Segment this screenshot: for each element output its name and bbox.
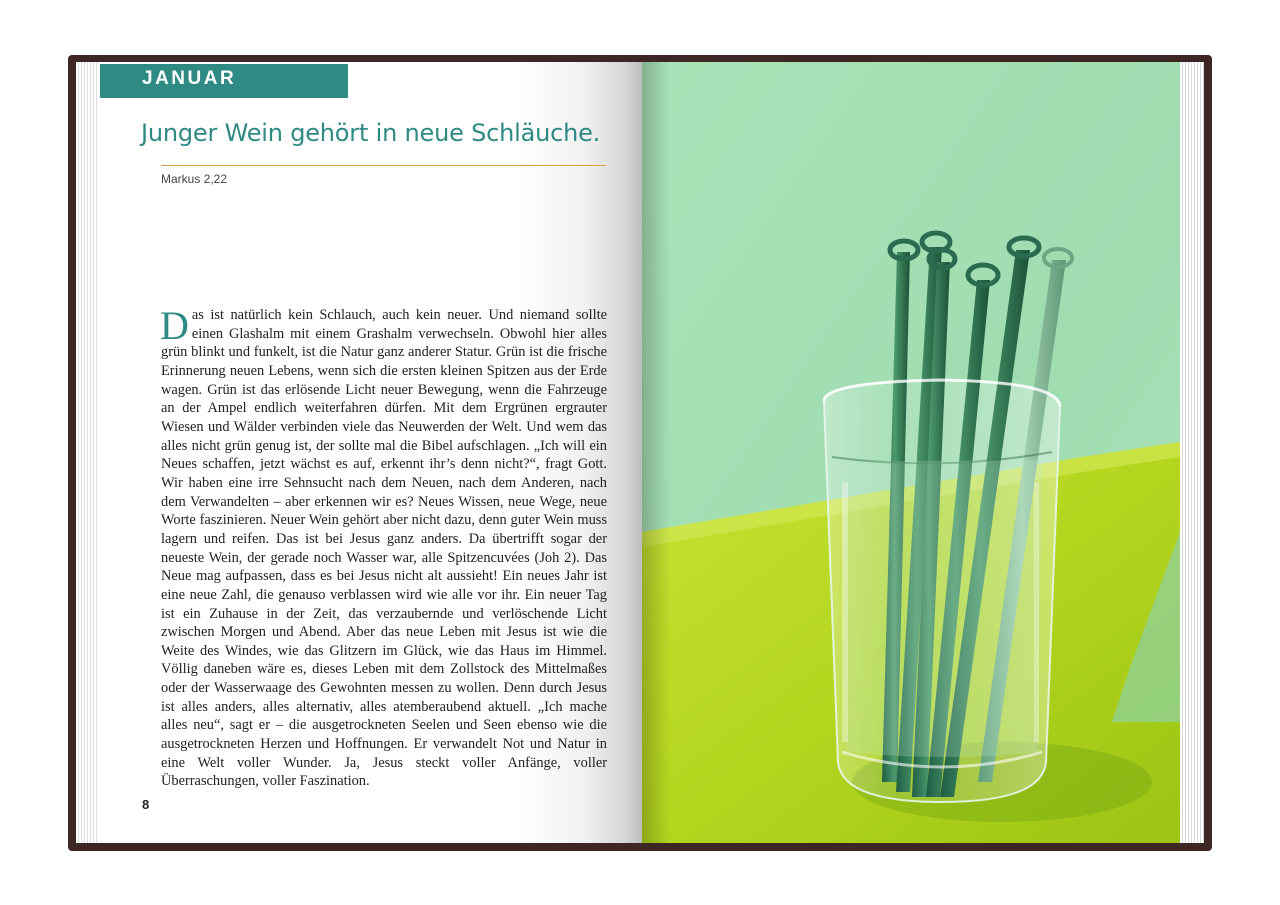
devotional-text xyxy=(160,303,607,791)
title-divider xyxy=(161,165,606,166)
page-number: 8 xyxy=(142,797,150,812)
green-glass-straws-photo xyxy=(642,62,1180,843)
page-edges xyxy=(1180,62,1204,843)
devotional-body: as ist natürlich kein Schlauch, auch kein neuer. Und niemand sollte einen Glashalm mit einem Grashalm verwechseln. Obwohl hier alles grün blinkt und funkelt, ist die Natur ganz anderer Statur. Grün ist die frische Erinnerung neuen Lebens, wenn sich die ersten kleinen Spitzen aus der Erde wagen. Grün ist das erlösende Licht neuer Bewegung, wenn die Fahrzeuge an der Ampel endlich weiterfahren dürfen. Mit dem Ergrünen ergrauter Wiesen und Wälder verbinden viele das Neuwerden der Welt. Und wem das alles nicht grün genug ist, der sollte mal die Bibel aufschlagen. „Ich will ein Neues schaffen, jetzt wächst es auf, erkennt ihr’s denn nicht?“, fragt Gott. Wir haben eine irre Sehnsucht nach dem Neuen, nach dem Anderen, nach dem Verwandelten – aber erkennen wir es? Neues Wissen, neue Wege, neue Worte faszinieren. Neuer Wein gehört aber nicht dazu, denn guter Wein muss lagern und reifen. Das ist bei Jesus ganz anders. Da übertrifft sogar der neueste Wein, der gerade noch Wasser war, alle Spitzencuvées (Joh 2). Das Neue mag aufpassen, dass es bei Jesus nicht alt aussieht! Ein neues Jahr ist eine neue Zahl, die genauso verblassen wird wie alle vor ihr. Ein neuer Tag ist ein Zuhause in der Zeit, das verzaubernde und verlöschende Licht zwischen Morgen und Abend. Aber das neue Leben mit Jesus ist wie die Weite des Windes, wie das Glitzern im Glück, wie das Haus im Himmel. Völlig daneben wäre es, dieses Leben mit dem Zollstock des Mittelmaßes oder der Wasserwaage des Gewohnten messen zu wollen. Denn durch Jesus ist alles anders, alles alternativ, alles atemberaubend aktuell. „Ich mache alles neu“, sagt er – die ausgetrockneten Seelen und Seen ebenso wie die ausgetrockneten Herzen und Hoffnungen. Er verwandelt Not und Natur in eine Welt voller Wunder. Ja, Jesus steckt voller Anfänge, voller Überraschungen, voller Faszination. xyxy=(161,307,607,790)
verse-reference: Markus 2,22 xyxy=(161,172,228,186)
gutter-shadow xyxy=(642,62,670,843)
verse-title: Junger Wein gehört in neue Schläuche. xyxy=(141,119,601,147)
month-banner: JANUAR xyxy=(100,64,348,98)
photo-illustration xyxy=(642,62,1180,843)
drop-cap: D xyxy=(160,303,189,348)
page-edges xyxy=(76,62,98,843)
